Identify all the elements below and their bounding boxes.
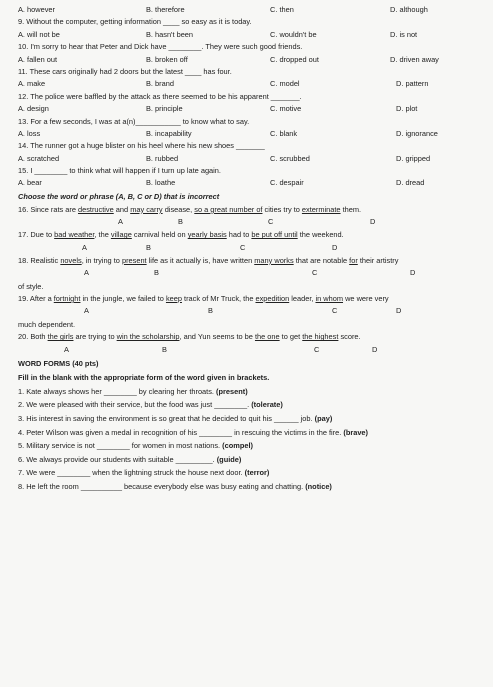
options-row: [18, 78, 486, 90]
text: to get: [279, 332, 303, 342]
letter-b: B: [162, 344, 167, 354]
text: their artistry: [357, 255, 399, 265]
text: leader,: [289, 294, 316, 304]
option-a: A. will not be: [18, 29, 60, 39]
underlined-a: fortnight: [53, 294, 81, 304]
question-13: 13. For a few seconds, I was at a(n)___________ to know what to say.: [18, 116, 250, 126]
option-a: A. fallen out: [18, 54, 58, 64]
option-a: A. however: [18, 5, 55, 14]
option-d: D. driven away: [390, 54, 439, 64]
word-forms-title: WORD FORMS (40 pts): [18, 358, 99, 368]
option-c: C. wouldn't be: [270, 29, 317, 39]
base-word: (terror): [244, 468, 270, 478]
answer-letters: [18, 242, 486, 255]
word-forms-instructions: Fill in the blank with the appropriate form of the word given in brackets.: [18, 372, 270, 382]
text: 18. Realistic: [18, 255, 61, 265]
letter-c: C: [332, 306, 338, 316]
letter-a: A: [64, 344, 69, 354]
letter-d: D: [410, 268, 416, 278]
letter-d: D: [396, 306, 402, 316]
letter-d: D: [332, 242, 338, 252]
underlined-a: the girls: [47, 332, 74, 342]
underlined-d: for: [349, 255, 358, 265]
question-19-continuation: much dependent.: [18, 320, 76, 330]
text: them.: [340, 204, 362, 214]
option-c: C. blank: [270, 128, 298, 138]
text: life as it actually is, have written: [146, 255, 255, 265]
letter-c: C: [240, 242, 246, 252]
underlined-b: keep: [165, 294, 182, 304]
item-text: 4. Peter Wilson was given a medal in recognition of his ________ in rescuing the victims in the fire.: [18, 427, 344, 437]
base-word: (guide): [216, 454, 242, 464]
item-text: 3. His interest in saving the environment is so great that he decided to quit his ______ job.: [18, 414, 315, 423]
base-word: (pay): [314, 414, 333, 423]
text: in the jungle, we failed to: [80, 294, 166, 304]
options-row: [18, 128, 486, 140]
item-text: 8. He left the room __________ because everybody else was busy eating and chatting.: [18, 481, 306, 491]
question-11: 11. These cars originally had 2 doors but the latest ____ has four.: [18, 66, 232, 76]
option-b: B. hasn't been: [146, 29, 194, 39]
option-a: A. loss: [18, 128, 41, 138]
word-form-item: [18, 466, 486, 480]
underlined-c: expedition: [255, 294, 290, 304]
option-c: C. dropped out: [270, 54, 319, 64]
underlined-b: win the scholarship: [116, 332, 180, 342]
question-14: 14. The runner got a huge blister on his heel where his new shoes _______: [18, 141, 265, 151]
letter-b: B: [208, 306, 213, 316]
option-d: D. dread: [396, 178, 425, 188]
question-19: [18, 293, 486, 305]
option-c: C. scrubbed: [270, 153, 310, 163]
underlined-b: may carry: [130, 204, 163, 214]
item-text: 7. We were ________ when the lightning struck the house next door.: [18, 468, 245, 478]
underlined-c: so a great number of: [194, 204, 263, 214]
item-text: 5. Military service is not ________ for women in most nations.: [18, 441, 223, 451]
option-b: B. rubbed: [146, 153, 179, 163]
option-c: C. model: [270, 79, 300, 89]
option-d: D. gripped: [396, 153, 431, 163]
option-a: A. scratched: [18, 153, 60, 163]
options-row: [18, 153, 486, 165]
text: and: [113, 204, 131, 214]
underlined-d: the highest: [302, 332, 339, 342]
underlined-c: many works: [254, 255, 294, 265]
section-heading-incorrect: Choose the word or phrase (A, B, C or D) that is incorrect: [18, 191, 220, 201]
text: are trying to: [73, 332, 117, 342]
question-15: 15. I ________ to think what will happen if I turn up late again.: [18, 166, 221, 176]
text: , in trying to: [81, 255, 122, 265]
underlined-b: village: [110, 230, 132, 240]
options-row: [18, 4, 486, 16]
word-forms-list: [18, 385, 486, 494]
option-b: B. loathe: [146, 178, 176, 188]
base-word: (compel): [222, 441, 253, 451]
underlined-a: novels: [60, 255, 82, 265]
underlined-d: be put off until: [251, 230, 298, 240]
answer-letters: [18, 267, 486, 280]
text: 16. Since rats are: [18, 204, 78, 214]
text: 17. Due to: [18, 230, 55, 240]
options-row: [18, 54, 486, 66]
underlined-c: the one: [254, 332, 280, 342]
word-form-item: [18, 480, 486, 494]
letter-a: A: [84, 268, 89, 278]
letter-b: B: [154, 268, 159, 278]
letter-c: C: [314, 344, 320, 354]
word-form-item: [18, 453, 486, 467]
text: the weekend.: [297, 230, 344, 240]
letter-a: A: [82, 242, 87, 252]
text: score.: [338, 332, 361, 342]
option-a: A. bear: [18, 178, 42, 188]
item-text: 2. We were pleased with their service, but the food was just ________.: [18, 400, 252, 410]
letter-d: D: [370, 217, 376, 227]
answer-letters: [18, 344, 486, 357]
text: 20. Both: [18, 332, 48, 342]
question-12: 12. The police were baffled by the attack as there seemed to be his apparent _______.: [18, 91, 302, 101]
word-form-item: [18, 439, 486, 453]
underlined-a: destructive: [77, 204, 114, 214]
word-form-item: [18, 426, 486, 440]
item-text: 1. Kate always shows her ________ by clearing her throats.: [18, 386, 217, 396]
word-form-item: [18, 412, 486, 426]
option-c: C. despair: [270, 178, 304, 188]
item-text: 6. We always provide our students with suitable _________.: [18, 454, 217, 464]
base-word: (notice): [305, 481, 332, 491]
letter-a: A: [84, 306, 89, 316]
underlined-a: bad weather: [54, 230, 95, 240]
text: 19. After a: [18, 294, 54, 304]
options-row: [18, 103, 486, 115]
option-d: D. is not: [390, 29, 418, 39]
letter-c: C: [312, 268, 318, 278]
text: carnival held on: [131, 230, 188, 240]
answer-letters: [18, 305, 486, 318]
option-d: D. ignorance: [396, 128, 438, 138]
option-b: B. principle: [146, 104, 183, 114]
underlined-b: present: [121, 255, 147, 265]
options-row: [18, 29, 486, 41]
mc-section: [18, 4, 486, 190]
base-word: (tolerate): [251, 400, 283, 410]
text: had to: [226, 230, 252, 240]
text: track of Mr Truck, the: [181, 294, 256, 304]
option-b: B. incapability: [146, 128, 192, 138]
underlined-c: yearly basis: [187, 230, 227, 240]
letter-d: D: [372, 344, 378, 354]
letter-c: C: [268, 217, 274, 227]
text: , and Yun seems to be: [179, 332, 255, 342]
answer-letters: [18, 216, 486, 229]
base-word: (brave): [343, 427, 369, 437]
options-row: [18, 177, 486, 189]
option-a: A. make: [18, 79, 46, 89]
worksheet-page: [18, 4, 486, 494]
option-d: D. although: [390, 5, 428, 14]
word-form-item: [18, 398, 486, 412]
text: cities try to: [262, 204, 302, 214]
text: we were very: [343, 294, 389, 304]
text: that are notable: [293, 255, 350, 265]
question-18-continuation: of style.: [18, 282, 44, 292]
option-c: C. then: [270, 5, 294, 14]
letter-a: A: [118, 217, 123, 227]
option-c: C. motive: [270, 104, 302, 114]
letter-b: B: [146, 242, 151, 252]
question-17: [18, 229, 486, 241]
text: disease,: [162, 204, 195, 214]
question-9: 9. Without the computer, getting information ____ so easy as it is today.: [18, 17, 252, 27]
option-b: B. broken off: [146, 54, 188, 64]
option-d: D. plot: [396, 104, 418, 114]
base-word: (present): [216, 386, 248, 396]
option-a: A. design: [18, 104, 49, 114]
question-20: [18, 331, 486, 343]
question-18: [18, 255, 486, 267]
underlined-d: exterminate: [301, 204, 341, 214]
underlined-d: in whom: [315, 294, 344, 304]
option-d: D. pattern: [396, 79, 429, 89]
option-b: B. brand: [146, 79, 174, 89]
letter-b: B: [178, 217, 183, 227]
word-form-item: [18, 385, 486, 399]
question-16: [18, 204, 486, 216]
option-b: B. therefore: [146, 5, 185, 14]
question-10: 10. I'm sorry to hear that Peter and Dick have ________. They were such good friends.: [18, 42, 303, 52]
text: , the: [94, 230, 111, 240]
